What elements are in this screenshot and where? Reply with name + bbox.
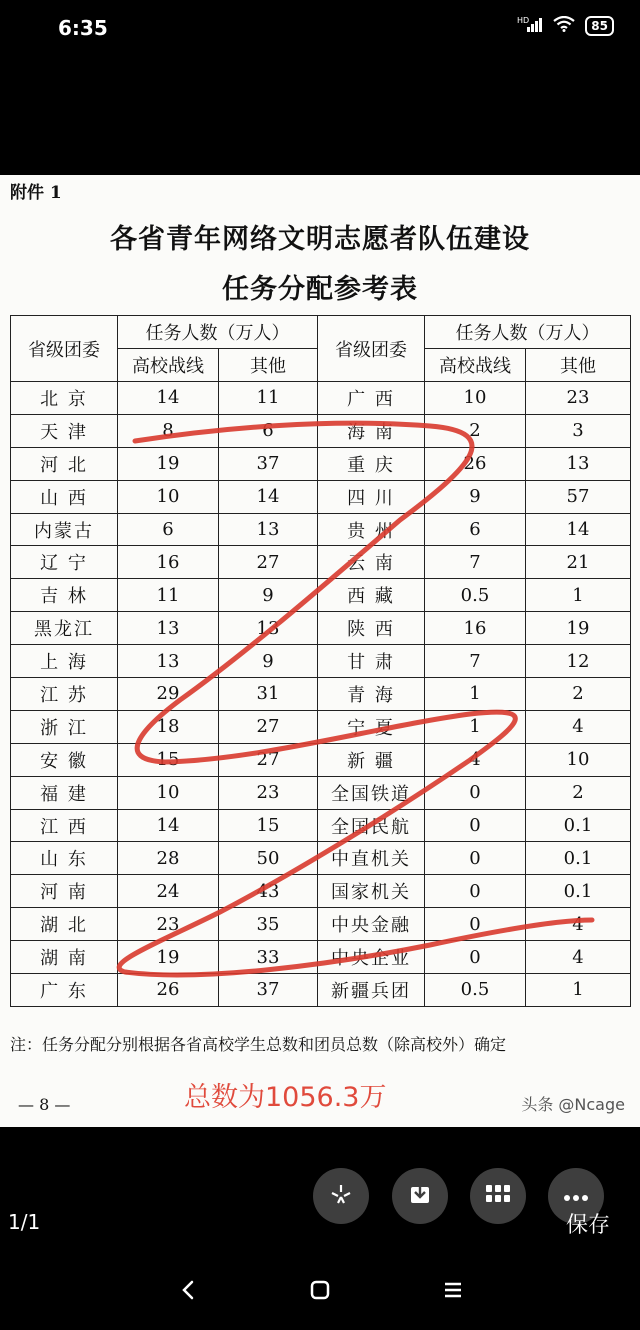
cell-unit-left: 山 东 xyxy=(11,842,118,875)
table-row xyxy=(11,513,631,546)
cell-other-left: 27 xyxy=(219,546,318,579)
menu-icon xyxy=(443,1281,463,1303)
cell-other-left: 6 xyxy=(219,414,318,447)
cell-other-left: 50 xyxy=(219,842,318,875)
cell-other-right: 4 xyxy=(526,710,631,743)
cell-unit-left: 吉 林 xyxy=(11,579,118,612)
cell-campus-right: 0 xyxy=(425,875,526,908)
cell-campus-left: 15 xyxy=(118,743,219,776)
cell-campus-left: 28 xyxy=(118,842,219,875)
document-title-line1: 各省青年网络文明志愿者队伍建设 xyxy=(110,224,530,255)
cell-other-right: 1 xyxy=(526,974,631,1007)
status-time: 6:35 xyxy=(58,16,108,40)
cell-unit-right: 国家机关 xyxy=(318,875,425,908)
back-button[interactable] xyxy=(168,1272,208,1312)
cell-campus-left: 29 xyxy=(118,678,219,711)
cell-unit-left: 安 徽 xyxy=(11,743,118,776)
cell-campus-right: 16 xyxy=(425,612,526,645)
cell-campus-right: 7 xyxy=(425,546,526,579)
cell-other-right: 0.1 xyxy=(526,842,631,875)
cell-other-left: 13 xyxy=(219,612,318,645)
navigation-bar xyxy=(0,1268,640,1316)
cell-campus-right: 6 xyxy=(425,513,526,546)
cell-other-left: 9 xyxy=(219,645,318,678)
cell-other-left: 15 xyxy=(219,809,318,842)
cell-other-left: 11 xyxy=(219,382,318,415)
cell-campus-left: 8 xyxy=(118,414,219,447)
table-row xyxy=(11,546,631,579)
home-icon xyxy=(310,1280,330,1304)
table-row xyxy=(11,710,631,743)
table-row xyxy=(11,842,631,875)
cell-other-left: 33 xyxy=(219,941,318,974)
cell-unit-right: 全国铁道 xyxy=(318,776,425,809)
cell-unit-left: 山 西 xyxy=(11,480,118,513)
home-button[interactable] xyxy=(300,1272,340,1312)
more-icon xyxy=(563,1187,589,1206)
cell-campus-left: 14 xyxy=(118,809,219,842)
table-row xyxy=(11,579,631,612)
cell-unit-left: 湖 南 xyxy=(11,941,118,974)
cell-campus-left: 26 xyxy=(118,974,219,1007)
cell-other-right: 10 xyxy=(526,743,631,776)
cell-campus-right: 0 xyxy=(425,908,526,941)
cell-other-right: 12 xyxy=(526,645,631,678)
cell-unit-right: 四 川 xyxy=(318,480,425,513)
cell-unit-right: 中直机关 xyxy=(318,842,425,875)
table-row xyxy=(11,809,631,842)
download-icon xyxy=(408,1182,432,1210)
cell-other-left: 13 xyxy=(219,513,318,546)
cell-other-right: 2 xyxy=(526,776,631,809)
cell-other-left: 37 xyxy=(219,974,318,1007)
cell-campus-left: 16 xyxy=(118,546,219,579)
cell-unit-left: 黑龙江 xyxy=(11,612,118,645)
cell-campus-left: 10 xyxy=(118,480,219,513)
cell-campus-left: 10 xyxy=(118,776,219,809)
save-label[interactable]: 保存 xyxy=(566,1213,611,1238)
cell-unit-left: 北 京 xyxy=(11,382,118,415)
signal-icon xyxy=(517,16,543,36)
cell-other-right: 57 xyxy=(526,480,631,513)
cell-other-left: 37 xyxy=(219,447,318,480)
table-row xyxy=(11,875,631,908)
cell-campus-right: 0.5 xyxy=(425,974,526,1007)
total-annotation: 总数为1056.3万 xyxy=(184,1082,387,1113)
cell-campus-right: 7 xyxy=(425,645,526,678)
table-row xyxy=(11,743,631,776)
cell-other-left: 27 xyxy=(219,743,318,776)
header-task-left: 任务人数（万人） xyxy=(118,316,318,349)
cell-other-right: 0.1 xyxy=(526,809,631,842)
page-indicator: 1/1 xyxy=(8,1210,41,1234)
cell-other-left: 35 xyxy=(219,908,318,941)
document-title-line2: 任务分配参考表 xyxy=(222,274,418,305)
cell-unit-right: 广 西 xyxy=(318,382,425,415)
watermark: 头条 @Ncage xyxy=(521,1095,625,1114)
table-row xyxy=(11,382,631,415)
battery-icon: 85 xyxy=(585,16,614,36)
cell-unit-left: 广 东 xyxy=(11,974,118,1007)
cell-other-right: 1 xyxy=(526,579,631,612)
cell-unit-right: 西 藏 xyxy=(318,579,425,612)
cell-unit-right: 中央企业 xyxy=(318,941,425,974)
cell-unit-right: 贵 州 xyxy=(318,513,425,546)
crop-button[interactable] xyxy=(313,1168,369,1224)
header-other-left: 其他 xyxy=(219,349,318,382)
cell-other-right: 21 xyxy=(526,546,631,579)
cell-campus-right: 26 xyxy=(425,447,526,480)
cell-campus-left: 19 xyxy=(118,941,219,974)
back-icon xyxy=(180,1280,196,1304)
cell-campus-left: 18 xyxy=(118,710,219,743)
cell-other-right: 0.1 xyxy=(526,875,631,908)
status-bar xyxy=(0,0,640,58)
table-row xyxy=(11,678,631,711)
cell-other-right: 2 xyxy=(526,678,631,711)
cell-campus-right: 1 xyxy=(425,710,526,743)
cell-other-right: 4 xyxy=(526,908,631,941)
cell-other-left: 23 xyxy=(219,776,318,809)
table-row xyxy=(11,941,631,974)
download-button[interactable] xyxy=(392,1168,448,1224)
cell-campus-left: 23 xyxy=(118,908,219,941)
table-row xyxy=(11,414,631,447)
cell-unit-left: 浙 江 xyxy=(11,710,118,743)
task-allocation-table xyxy=(10,315,631,1007)
document-image xyxy=(0,175,640,1127)
cell-campus-right: 9 xyxy=(425,480,526,513)
cell-campus-right: 0 xyxy=(425,941,526,974)
cell-campus-right: 0.5 xyxy=(425,579,526,612)
page-number: — 8 — xyxy=(18,1095,71,1114)
cell-other-right: 19 xyxy=(526,612,631,645)
table-row xyxy=(11,974,631,1007)
cell-campus-right: 2 xyxy=(425,414,526,447)
header-campus-right: 高校战线 xyxy=(425,349,526,382)
cell-campus-right: 4 xyxy=(425,743,526,776)
cell-other-left: 31 xyxy=(219,678,318,711)
header-task-right: 任务人数（万人） xyxy=(425,316,631,349)
footnote: 注：任务分配分别根据各省高校学生总数和团员总数（除高校外）确定 xyxy=(10,1035,507,1054)
table-body xyxy=(11,382,631,1007)
grid-icon xyxy=(485,1184,511,1208)
header-unit-left: 省级团委 xyxy=(11,316,118,382)
cell-campus-left: 13 xyxy=(118,612,219,645)
cell-unit-right: 重 庆 xyxy=(318,447,425,480)
cell-unit-right: 全国民航 xyxy=(318,809,425,842)
cell-other-left: 14 xyxy=(219,480,318,513)
cell-campus-right: 0 xyxy=(425,776,526,809)
cell-other-right: 3 xyxy=(526,414,631,447)
cell-unit-left: 江 苏 xyxy=(11,678,118,711)
crop-icon xyxy=(329,1182,353,1210)
cell-other-right: 14 xyxy=(526,513,631,546)
cell-other-left: 27 xyxy=(219,710,318,743)
wifi-icon xyxy=(553,16,575,36)
cell-unit-right: 陕 西 xyxy=(318,612,425,645)
cell-other-right: 23 xyxy=(526,382,631,415)
cell-other-left: 43 xyxy=(219,875,318,908)
cell-campus-right: 1 xyxy=(425,678,526,711)
cell-campus-left: 13 xyxy=(118,645,219,678)
status-icons xyxy=(517,16,614,36)
cell-unit-left: 湖 北 xyxy=(11,908,118,941)
grid-button[interactable] xyxy=(470,1168,526,1224)
table-row xyxy=(11,612,631,645)
header-unit-right: 省级团委 xyxy=(318,316,425,382)
table-row xyxy=(11,776,631,809)
cell-unit-right: 中央金融 xyxy=(318,908,425,941)
cell-unit-right: 海 南 xyxy=(318,414,425,447)
cell-unit-left: 内蒙古 xyxy=(11,513,118,546)
table-row xyxy=(11,645,631,678)
cell-unit-right: 新疆兵团 xyxy=(318,974,425,1007)
cell-campus-left: 14 xyxy=(118,382,219,415)
cell-campus-left: 6 xyxy=(118,513,219,546)
cell-unit-left: 辽 宁 xyxy=(11,546,118,579)
cell-campus-left: 24 xyxy=(118,875,219,908)
table-row xyxy=(11,447,631,480)
cell-unit-right: 新 疆 xyxy=(318,743,425,776)
cell-unit-left: 上 海 xyxy=(11,645,118,678)
attachment-label: 附件 1 xyxy=(10,183,62,203)
cell-campus-left: 11 xyxy=(118,579,219,612)
cell-campus-right: 0 xyxy=(425,809,526,842)
viewer-actions xyxy=(0,1168,640,1224)
cell-unit-left: 江 西 xyxy=(11,809,118,842)
cell-unit-left: 河 北 xyxy=(11,447,118,480)
table-row xyxy=(11,908,631,941)
cell-campus-right: 10 xyxy=(425,382,526,415)
network-type: HD xyxy=(517,16,530,25)
menu-button[interactable] xyxy=(433,1272,473,1312)
table-row xyxy=(11,480,631,513)
cell-unit-left: 天 津 xyxy=(11,414,118,447)
cell-unit-right: 甘 肃 xyxy=(318,645,425,678)
cell-other-right: 13 xyxy=(526,447,631,480)
cell-campus-right: 0 xyxy=(425,842,526,875)
header-other-right: 其他 xyxy=(526,349,631,382)
header-campus-left: 高校战线 xyxy=(118,349,219,382)
cell-unit-right: 青 海 xyxy=(318,678,425,711)
cell-campus-left: 19 xyxy=(118,447,219,480)
cell-unit-right: 云 南 xyxy=(318,546,425,579)
cell-unit-right: 宁 夏 xyxy=(318,710,425,743)
cell-unit-left: 福 建 xyxy=(11,776,118,809)
cell-other-right: 4 xyxy=(526,941,631,974)
cell-other-left: 9 xyxy=(219,579,318,612)
cell-unit-left: 河 南 xyxy=(11,875,118,908)
